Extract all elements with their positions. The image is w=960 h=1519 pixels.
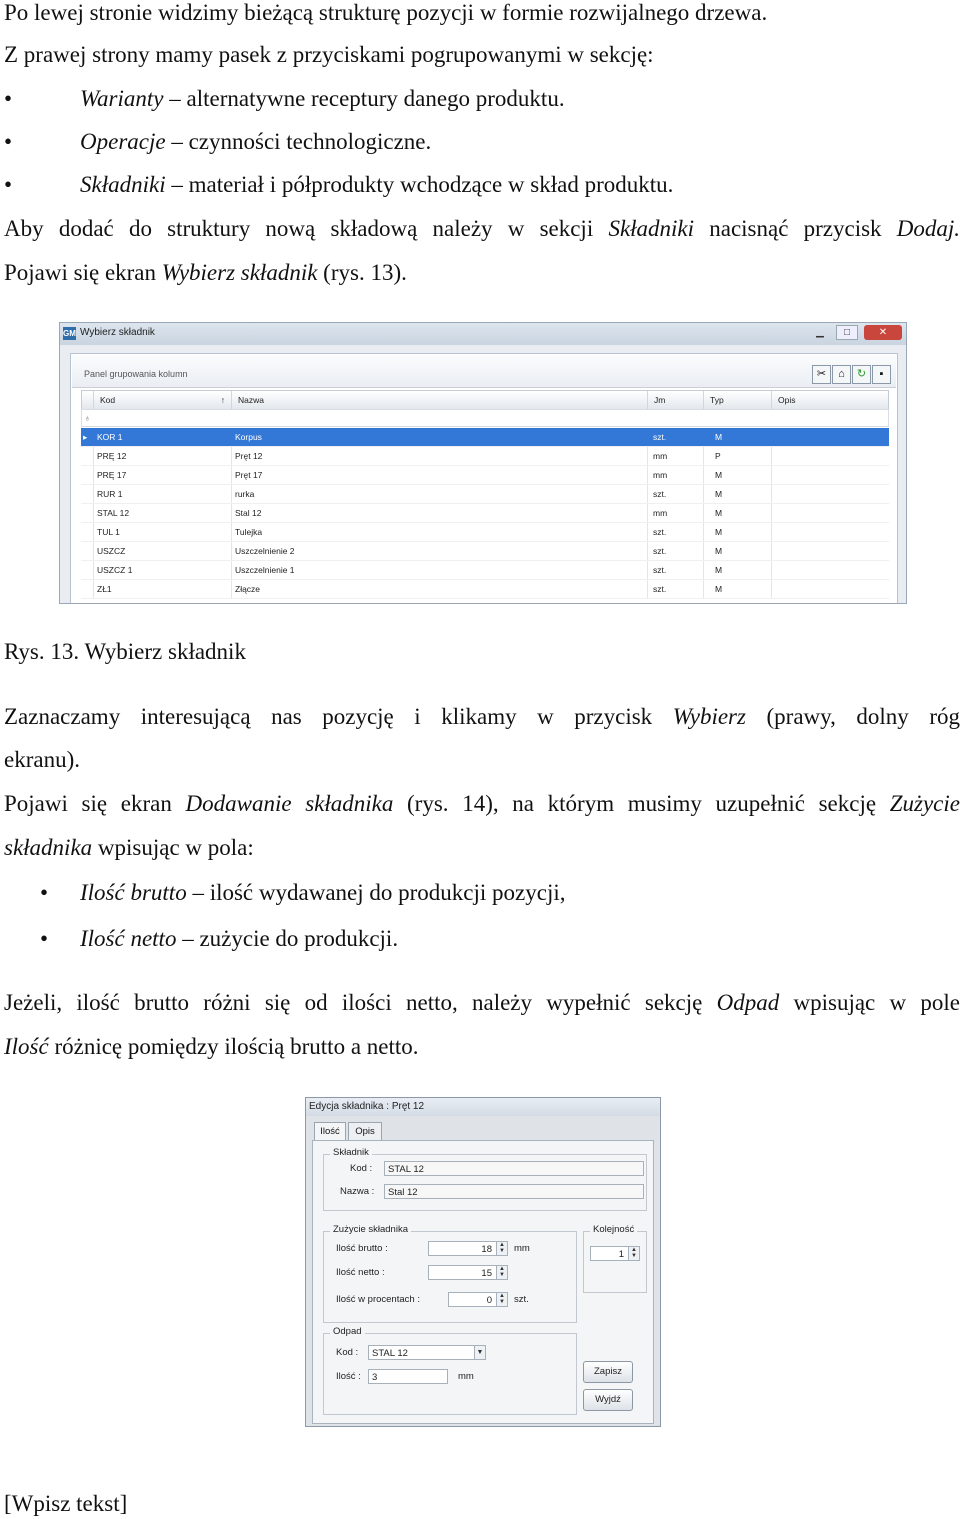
kod-label: Kod :: [350, 1163, 373, 1174]
cell-nazwa: rurka: [235, 489, 255, 499]
cell-nazwa: Pręt 12: [235, 451, 263, 461]
tab-ilosc[interactable]: Ilość: [314, 1122, 346, 1142]
odpad-ilosc-label: Ilość :: [336, 1371, 361, 1382]
minimize-icon[interactable]: ▁: [816, 327, 824, 338]
cell-jm: mm: [653, 470, 668, 480]
odpad-ilosc-unit: mm: [458, 1371, 474, 1382]
cell-kod: ZŁ1: [97, 584, 112, 594]
cell-kod: RUR 1: [97, 489, 123, 499]
tab-opis[interactable]: Opis: [348, 1122, 382, 1141]
column-header-typ[interactable]: Typ: [704, 391, 772, 409]
cell-nazwa: Stal 12: [235, 508, 262, 518]
kod-field[interactable]: STAL 12: [384, 1161, 644, 1176]
edycja-skladnika-window: [305, 1097, 661, 1427]
odpad-ilosc-field[interactable]: 3: [368, 1369, 448, 1384]
group-kolejnosc-title: Kolejność: [590, 1224, 637, 1235]
cell-typ: P: [715, 451, 721, 461]
column-header-opis[interactable]: Opis: [778, 395, 796, 405]
exit-button[interactable]: Wyjdź: [583, 1389, 633, 1411]
cell-kod: TUL 1: [97, 527, 120, 537]
cell-nazwa: Uszczelnienie 1: [235, 565, 295, 575]
filter-icon: ♁: [84, 413, 91, 423]
group-odpad-title: Odpad: [330, 1326, 365, 1337]
column-header-jm[interactable]: Jm: [648, 391, 704, 409]
figure-caption-13: Rys. 13. Wybierz składnik: [4, 639, 246, 664]
cell-jm: mm: [653, 508, 668, 518]
odpad-kod-label: Kod :: [336, 1347, 359, 1358]
window-title: Edycja składnika : Pręt 12: [306, 1098, 660, 1116]
cell-jm: szt.: [653, 489, 667, 499]
group-panel[interactable]: [72, 355, 896, 388]
cell-nazwa: Pręt 17: [235, 470, 263, 480]
paragraph-zaznaczamy-cont: ekranu).: [4, 747, 80, 772]
group-odpad: [323, 1326, 577, 1415]
row-indicator-header: [82, 391, 94, 409]
column-header-nazwa[interactable]: Nazwa: [232, 391, 648, 409]
spin-icon[interactable]: ▲ ▼: [496, 1242, 507, 1255]
cell-typ: M: [715, 527, 723, 537]
paragraph-odpad: Jeżeli, ilość brutto różni się od ilości netto, należy wypełnić sekcję Odpad wpisując w pole: [4, 990, 960, 1015]
spin-icon[interactable]: ▲ ▼: [496, 1293, 507, 1306]
cell-kod: STAL 12: [97, 508, 130, 518]
cell-typ: M: [715, 489, 723, 499]
cell-kod: USZCZ 1: [97, 565, 133, 575]
cell-kod: PRĘ 17: [97, 470, 127, 480]
ilosc-brutto-label: Ilość brutto :: [336, 1243, 388, 1254]
paragraph-intro: Po lewej stronie widzimy bieżącą strukturę pozycji w formie rozwijalnego drzewa.: [4, 0, 768, 25]
tab-panel: [312, 1140, 654, 1424]
ilosc-procent-unit: szt.: [514, 1294, 529, 1305]
group-skladnik-title: Składnik: [330, 1147, 372, 1158]
ilosc-procent-field[interactable]: 0 ▲ ▼: [448, 1292, 508, 1307]
sort-asc-icon: ↑: [220, 395, 225, 405]
cell-nazwa: Uszczelnienie 2: [235, 546, 295, 556]
tools-icon[interactable]: ✂: [812, 365, 831, 384]
cell-typ: M: [715, 470, 723, 480]
nazwa-label: Nazwa :: [340, 1186, 375, 1197]
cell-nazwa: Złącze: [235, 584, 261, 594]
cell-jm: szt.: [653, 527, 667, 537]
nazwa-field[interactable]: Stal 12: [384, 1184, 644, 1199]
ilosc-netto-field[interactable]: 15 ▲ ▼: [428, 1265, 508, 1280]
cell-jm: szt.: [653, 432, 667, 442]
paragraph-dodawanie: Pojawi się ekran Dodawanie składnika (rys. 14), na którym musimy uzupełnić sekcję Zużycie: [4, 791, 960, 816]
table-row[interactable]: [81, 466, 889, 485]
paragraph-dodawanie-cont: składnika wpisując w pola:: [4, 835, 254, 860]
cell-nazwa: Tulejka: [235, 527, 263, 537]
spin-icon[interactable]: ▲ ▼: [496, 1266, 507, 1279]
chevron-down-icon[interactable]: ▼: [474, 1346, 485, 1359]
wybierz-skladnik-window: [59, 322, 907, 604]
paragraph-buttons: Z prawej strony mamy pasek z przyciskami pogrupowanymi w sekcję:: [4, 42, 654, 67]
cell-jm: szt.: [653, 546, 667, 556]
cell-jm: szt.: [653, 565, 667, 575]
paragraph-zaznaczamy: Zaznaczamy interesującą nas pozycję i klikamy w przycisk Wybierz (prawy, dolny róg: [4, 704, 960, 729]
table-row[interactable]: [81, 447, 889, 466]
kolejnosc-field[interactable]: 1 ▲ ▼: [590, 1246, 640, 1261]
save-icon[interactable]: ▪: [872, 365, 891, 384]
cell-typ: M: [715, 508, 723, 518]
paragraph-wybierz: Pojawi się ekran Wybierz składnik (rys. 13).: [4, 260, 407, 285]
maximize-icon[interactable]: □: [836, 325, 858, 340]
home-icon[interactable]: ⌂: [832, 365, 851, 384]
paragraph-dodaj: Aby dodać do struktury nową składową należy w sekcji Składniki nacisnąć przycisk Dodaj.: [4, 216, 960, 241]
group-panel-label: Panel grupowania kolumn: [84, 369, 188, 379]
ilosc-netto-label: Ilość netto :: [336, 1267, 385, 1278]
grid-rows: [81, 428, 889, 599]
window-title: Wybierz składnik: [80, 327, 155, 338]
save-button[interactable]: Zapisz: [583, 1361, 633, 1383]
refresh-icon[interactable]: ↻: [852, 365, 871, 384]
table-row[interactable]: [81, 485, 889, 504]
cell-jm: szt.: [653, 584, 667, 594]
paragraph-odpad-cont: Ilość różnicę pomiędzy ilością brutto a netto.: [4, 1034, 419, 1059]
filter-row[interactable]: [81, 409, 889, 427]
cell-nazwa: Korpus: [235, 432, 262, 442]
cell-typ: M: [715, 432, 723, 442]
table-row[interactable]: [81, 523, 889, 542]
grid-header: [81, 390, 889, 410]
cell-typ: M: [715, 565, 723, 575]
table-row[interactable]: [81, 580, 889, 599]
app-logo: GM: [63, 329, 76, 338]
group-zuzycie-title: Zużycie składnika: [330, 1224, 411, 1235]
grid-container: [70, 353, 898, 604]
ilosc-procent-label: Ilość w procentach :: [336, 1294, 420, 1305]
table-row[interactable]: [81, 561, 889, 580]
odpad-kod-select[interactable]: STAL 12 ▼: [368, 1345, 486, 1360]
close-icon[interactable]: ✕: [864, 325, 902, 340]
group-kolejnosc: [583, 1224, 647, 1293]
table-row[interactable]: [81, 504, 889, 523]
cell-kod: PRĘ 12: [97, 451, 127, 461]
cell-jm: mm: [653, 451, 668, 461]
cell-kod: USZCZ: [97, 546, 126, 556]
ilosc-brutto-unit: mm: [514, 1243, 530, 1254]
row-indicator: ▸: [83, 432, 88, 442]
cell-typ: M: [715, 546, 723, 556]
cell-typ: M: [715, 584, 723, 594]
cell-kod: KOR 1: [97, 432, 123, 442]
column-header-kod[interactable]: Kod ↑: [94, 391, 232, 409]
spin-icon[interactable]: ▲ ▼: [628, 1247, 639, 1260]
table-row[interactable]: [81, 428, 889, 447]
ilosc-brutto-field[interactable]: 18 ▲ ▼: [428, 1241, 508, 1256]
footer-placeholder: [Wpisz tekst]: [4, 1491, 128, 1516]
table-row[interactable]: [81, 542, 889, 561]
window-titlebar: [60, 323, 906, 345]
group-skladnik: [323, 1147, 647, 1211]
group-zuzycie-skladnika: [323, 1224, 577, 1323]
